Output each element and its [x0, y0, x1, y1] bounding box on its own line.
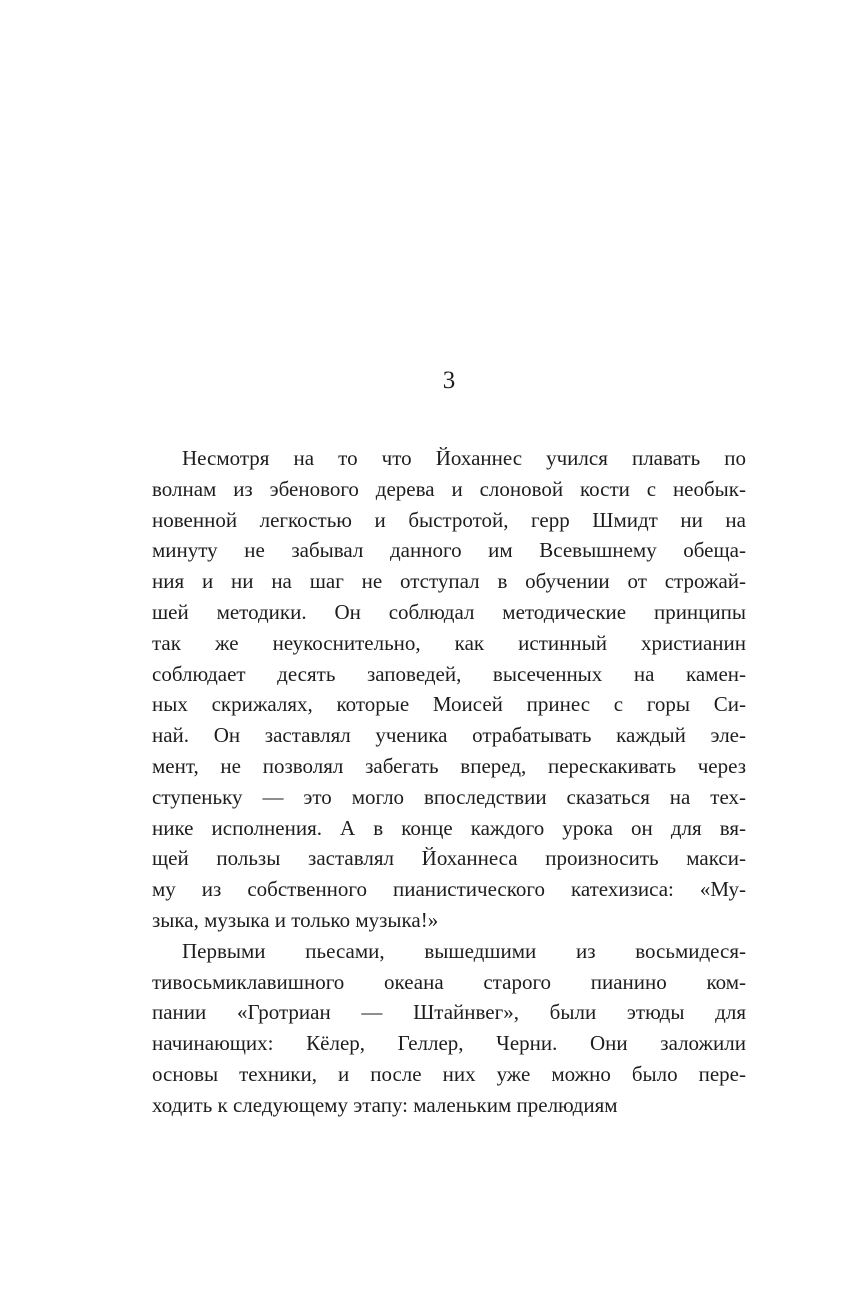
text-line: новенной легкостью и быстротой, герр Шмидт ни на	[152, 507, 746, 532]
text-line: Первыми пьесами, вышедшими из восьмидеся-	[182, 938, 746, 963]
text-line: най. Он заставлял ученика отрабатывать каждый эле-	[152, 723, 746, 748]
text-line: тивосьмиклавишного океана старого пианино ком-	[152, 969, 746, 994]
text-line: соблюдает десять заповедей, высеченных на камен-	[152, 661, 746, 686]
text-line: Несмотря на то что Йоханнес учился плавать по	[182, 446, 746, 470]
text-line: нике исполнения. А в конце каждого урока он для вя-	[152, 815, 746, 840]
text-line: ния и ни на шаг не отступал в обучении от строжай-	[152, 569, 746, 594]
paragraph	[152, 936, 746, 1121]
text-line: так же неукоснительно, как истинный христианин	[152, 630, 746, 655]
text-line: ступеньку — это могло впоследствии сказаться на тех-	[152, 784, 746, 809]
text-line: щей пользы заставлял Йоханнеса произносить макси-	[152, 846, 746, 871]
text-line: мент, не позволял забегать вперед, перескакивать через	[152, 753, 746, 778]
text-block	[152, 443, 746, 1121]
text-line: ходить к следующему этапу: маленьким прелюдиям	[152, 1092, 618, 1117]
chapter-number: 3	[442, 367, 456, 394]
text-line: минуту не забывал данного им Всевышнему обеща-	[152, 538, 746, 563]
paragraph	[152, 443, 746, 936]
text-line: волнам из эбенового дерева и слоновой кости с необык-	[152, 476, 746, 501]
text-line: му из собственного пианистического катехизиса: «Му-	[152, 877, 746, 902]
text-line: пании «Гротриан — Штайнвег», были этюды для	[152, 1000, 746, 1025]
text-line: ных скрижалях, которые Моисей принес с горы Си-	[152, 692, 746, 717]
text-line: основы техники, и после них уже можно было пере-	[152, 1061, 746, 1086]
page-content	[152, 366, 746, 1121]
text-line: шей методики. Он соблюдал методические принципы	[152, 599, 746, 624]
text-line: начинающих: Кёлер, Геллер, Черни. Они заложили	[152, 1031, 746, 1056]
text-line: зыка, музыка и только музыка!»	[152, 907, 439, 932]
